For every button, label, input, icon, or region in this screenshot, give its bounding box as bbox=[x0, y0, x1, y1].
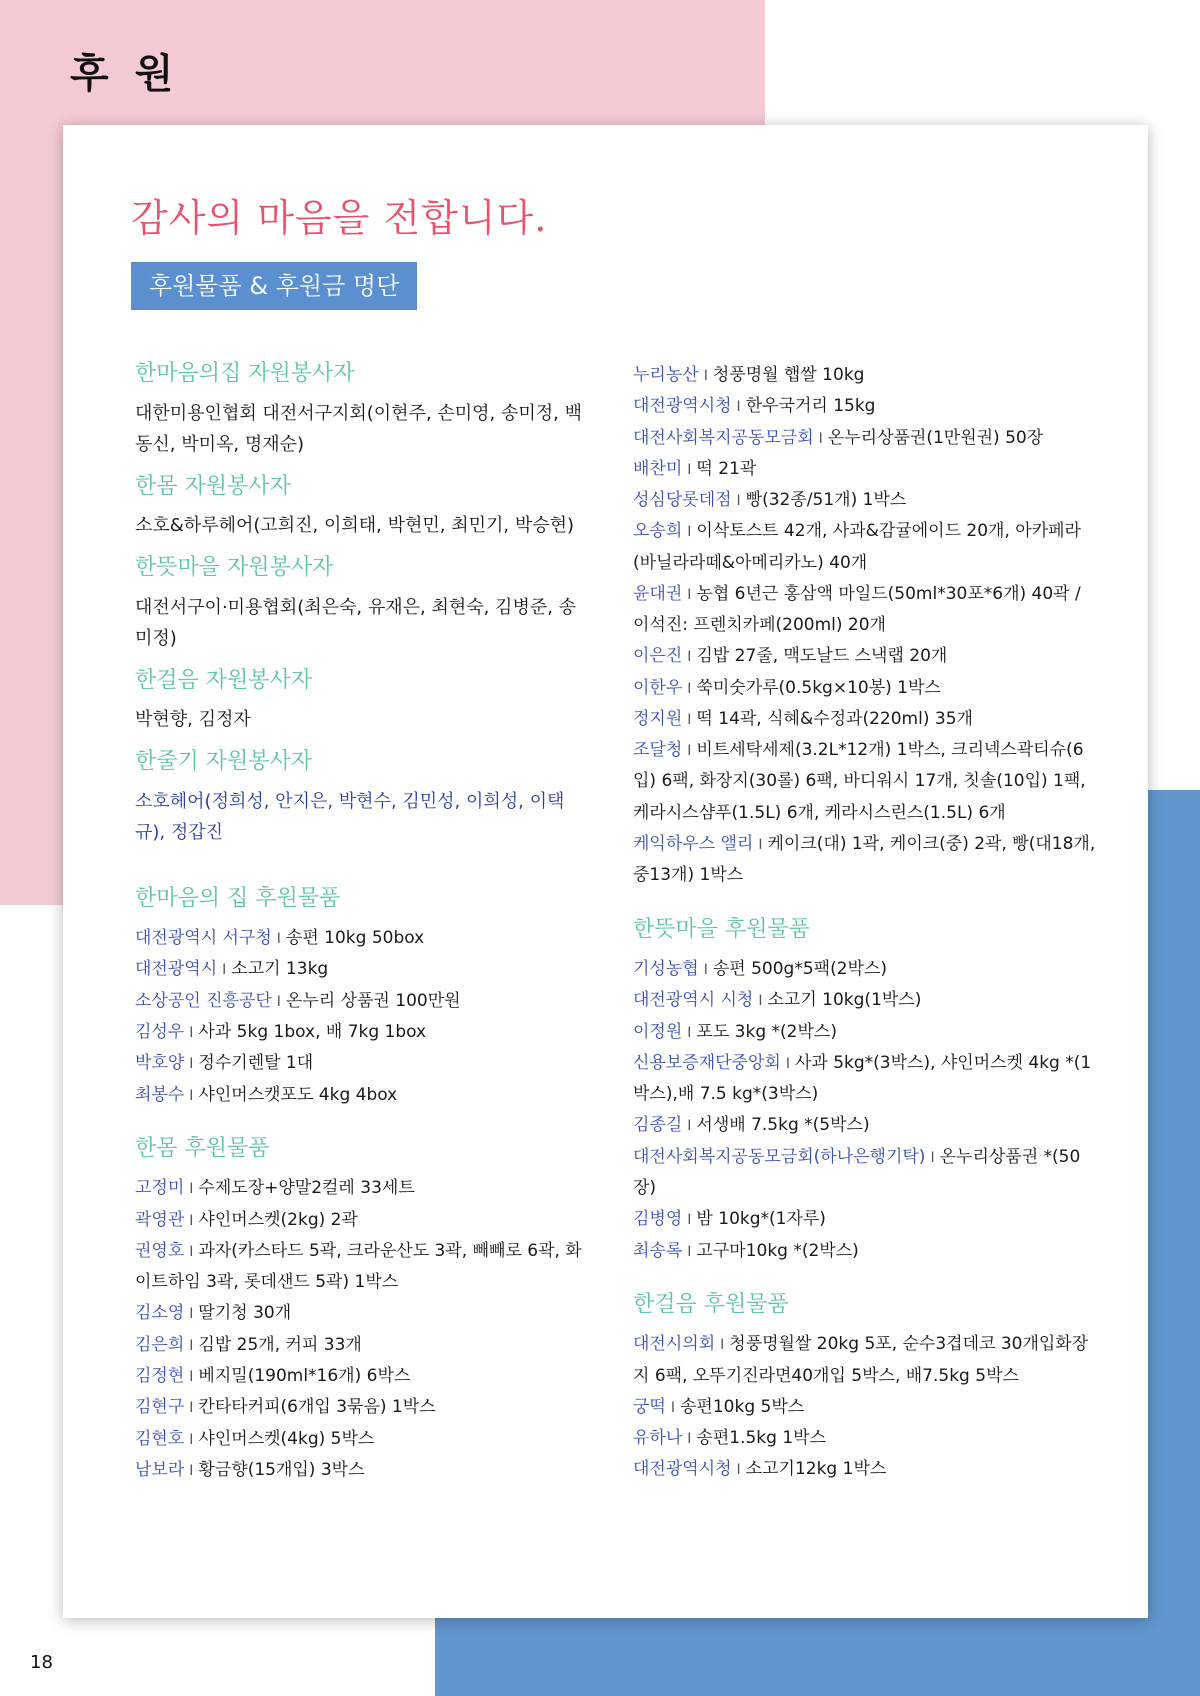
volunteer-group-text: 소호&하루헤어(고희진, 이희태, 박현민, 최민기, 박승현) bbox=[135, 515, 575, 537]
donor-name: 대전시의회 bbox=[633, 1334, 716, 1355]
donation-description: 농협 6년근 홍삼액 마일드(50ml*30포*6개) 40곽 / 이석진: 프렌치카페(200ml) 20개 bbox=[633, 583, 1081, 636]
volunteer-group-text: 대전서구이·미용협회(최은숙, 유재은, 최현숙, 김병준, 송미정) bbox=[135, 596, 577, 649]
separator-bar: I bbox=[930, 1149, 935, 1166]
donation-description: 온누리 상품권 100만원 bbox=[285, 990, 461, 1011]
separator-bar: I bbox=[687, 1024, 692, 1041]
content-card bbox=[63, 125, 1148, 1618]
separator-bar: I bbox=[736, 399, 741, 416]
separator-bar: I bbox=[703, 962, 708, 979]
donation-description: 샤인머스켓(4kg) 5박스 bbox=[198, 1428, 375, 1449]
separator-bar: I bbox=[736, 1462, 741, 1479]
volunteer-group-text: 소호헤어(정희성, 안지은, 박현수, 김민성, 이희성, 이택규), 정갑진 bbox=[135, 790, 565, 843]
donation-description: 빵(32종/51개) 1박스 bbox=[745, 490, 907, 511]
donor-entry bbox=[633, 391, 1098, 422]
separator-bar: I bbox=[189, 1243, 194, 1260]
donation-description: 케이크(대) 1곽, 케이크(중) 2곽, 빵(대18개, 중13개) 1박스 bbox=[633, 833, 1096, 886]
donation-description: 사과 5kg*(3박스), 샤인머스켓 4kg *(1박스),배 7.5 kg*(3박스) bbox=[633, 1052, 1092, 1105]
volunteer-group-text: 박현향, 김정자 bbox=[135, 709, 251, 731]
donation-description: 황금향(15개입) 3박스 bbox=[198, 1459, 365, 1480]
donor-entry bbox=[633, 360, 1098, 391]
volunteer-group-title: 한줄기 자원봉사자 bbox=[135, 749, 313, 775]
separator-bar: I bbox=[189, 1087, 194, 1104]
donor-entry bbox=[135, 1205, 585, 1236]
donor-entry bbox=[135, 923, 585, 954]
separator-bar: I bbox=[189, 1212, 194, 1229]
spacer bbox=[135, 861, 585, 885]
donation-description: 송편 10kg 50box bbox=[285, 928, 425, 949]
separator-bar: I bbox=[189, 1431, 194, 1448]
list-banner: 후원물품 & 후원금 명단 bbox=[131, 262, 417, 310]
donor-name: 이은진 bbox=[633, 646, 683, 667]
donor-entry bbox=[135, 954, 585, 985]
donor-entry bbox=[633, 1392, 1098, 1423]
group-title-handdeut-goods: 한뜻마을 후원물품 bbox=[633, 916, 811, 942]
donor-entry bbox=[633, 423, 1098, 454]
separator-bar: I bbox=[687, 461, 692, 478]
separator-bar: I bbox=[785, 1055, 790, 1072]
donor-entry bbox=[633, 1110, 1098, 1141]
donation-description: 온누리상품권(1만원권) 50장 bbox=[827, 427, 1044, 448]
donor-name: 대전광역시 서구청 bbox=[135, 928, 272, 949]
donor-entry bbox=[633, 1423, 1098, 1454]
donor-name: 유하나 bbox=[633, 1428, 683, 1449]
donor-name: 윤대권 bbox=[633, 583, 683, 604]
donor-name: 정지원 bbox=[633, 708, 683, 729]
separator-bar: I bbox=[222, 962, 227, 979]
headline: 감사의 마음을 전합니다. bbox=[131, 196, 548, 240]
separator-bar: I bbox=[276, 931, 281, 948]
donor-name: 김종길 bbox=[633, 1115, 683, 1136]
donor-name: 곽영관 bbox=[135, 1209, 185, 1230]
donor-name: 오송희 bbox=[633, 521, 683, 542]
donation-description: 정수기렌탈 1대 bbox=[198, 1053, 314, 1074]
donation-description: 김밥 27줄, 맥도날드 스낵랩 20개 bbox=[696, 646, 948, 667]
donor-name: 이정원 bbox=[633, 1021, 683, 1042]
donation-description: 소고기12kg 1박스 bbox=[745, 1459, 887, 1480]
donor-name: 대전광역시청 bbox=[633, 1459, 732, 1480]
donor-entry bbox=[135, 1080, 585, 1111]
donor-entry bbox=[135, 986, 585, 1017]
donation-description: 서생배 7.5kg *(5박스) bbox=[696, 1115, 870, 1136]
donor-name: 대전광역시 bbox=[135, 959, 218, 980]
donor-name: 소상공인 진흥공단 bbox=[135, 990, 272, 1011]
donation-description: 소고기 13kg bbox=[231, 959, 329, 980]
donor-name: 남보라 bbox=[135, 1459, 185, 1480]
donor-entry bbox=[633, 454, 1098, 485]
hanmom-goods-list-continued bbox=[633, 360, 1098, 892]
donation-description: 소고기 10kg(1박스) bbox=[767, 990, 922, 1011]
separator-bar: I bbox=[670, 1399, 675, 1416]
volunteer-group-title: 한몸 자원봉사자 bbox=[135, 473, 291, 499]
donation-description: 이삭토스트 42개, 사과&감귤에이드 20개, 아카페라(바닐라라떼&아메리카노) 40개 bbox=[633, 521, 1081, 573]
donation-description: 송편10kg 5박스 bbox=[680, 1396, 805, 1417]
donor-entry bbox=[633, 735, 1098, 829]
separator-bar: I bbox=[189, 1181, 194, 1198]
donor-entry bbox=[135, 1236, 585, 1299]
donor-name: 고정미 bbox=[135, 1178, 185, 1199]
handdeut-goods-list bbox=[633, 954, 1098, 1267]
donor-name: 케익하우스 앨리 bbox=[633, 833, 754, 854]
donor-entry bbox=[633, 641, 1098, 672]
donor-name: 누리농산 bbox=[633, 365, 699, 385]
donor-entry bbox=[135, 1455, 585, 1486]
donor-name: 신용보증재단중앙회 bbox=[633, 1052, 781, 1073]
separator-bar: I bbox=[687, 743, 692, 760]
volunteer-group-title: 한걸음 자원봉사자 bbox=[135, 667, 313, 693]
spacer bbox=[633, 892, 1098, 916]
donor-entry bbox=[633, 704, 1098, 735]
page-number: 18 bbox=[30, 1652, 53, 1673]
donor-entry bbox=[633, 1204, 1098, 1235]
separator-bar: I bbox=[720, 1337, 725, 1354]
donor-name: 김소영 bbox=[135, 1303, 185, 1324]
donor-entry bbox=[633, 579, 1098, 642]
donor-name: 성심당롯데점 bbox=[633, 490, 732, 511]
section-title: 후 원 bbox=[70, 51, 180, 97]
donor-name: 대전광역시 시청 bbox=[633, 990, 754, 1011]
donor-name: 이한우 bbox=[633, 677, 683, 698]
donor-name: 대전광역시청 bbox=[633, 396, 732, 417]
separator-bar: I bbox=[687, 711, 692, 728]
donor-name: 궁떡 bbox=[633, 1396, 666, 1417]
separator-bar: I bbox=[687, 1243, 692, 1260]
donation-description: 온누리상품권 *(50장) bbox=[633, 1146, 1081, 1198]
donation-description: 과자(카스타드 5곽, 크라운산도 3곽, 빼빼로 6곽, 화이트하임 3곽, 롯데샌드 5곽) 1박스 bbox=[135, 1240, 582, 1293]
donor-name: 김정현 bbox=[135, 1365, 185, 1386]
separator-bar: I bbox=[189, 1306, 194, 1323]
donor-name: 김현구 bbox=[135, 1397, 185, 1418]
donor-entry bbox=[135, 1424, 585, 1455]
hanmaeum-goods-list bbox=[135, 923, 585, 1111]
separator-bar: I bbox=[687, 649, 692, 666]
donor-entry bbox=[135, 1048, 585, 1079]
donor-name: 권영호 bbox=[135, 1240, 185, 1261]
donor-entry bbox=[633, 985, 1098, 1016]
donor-entry bbox=[135, 1330, 585, 1361]
separator-bar: I bbox=[189, 1368, 194, 1385]
donation-description: 한우국거리 15kg bbox=[745, 396, 876, 417]
donor-name: 최송록 bbox=[633, 1240, 683, 1261]
donor-name: 대전사회복지공동모금회(하나은행기탁) bbox=[633, 1146, 926, 1167]
separator-bar: I bbox=[687, 680, 692, 697]
separator-bar: I bbox=[189, 1462, 194, 1479]
donation-description: 김밥 25개, 커피 33개 bbox=[198, 1334, 362, 1355]
separator-bar: I bbox=[189, 1056, 194, 1073]
separator-bar: I bbox=[687, 1118, 692, 1135]
donor-entry bbox=[135, 1361, 585, 1392]
separator-bar: I bbox=[736, 493, 741, 510]
hanmom-goods-list bbox=[135, 1173, 585, 1486]
donation-description: 비트세탁세제(3.2L*12개) 1박스, 크리넥스곽티슈(6입) 6팩, 화장지(30롤) 6팩, 바디워시 17개, 칫솔(10입) 1팩, 케라시스샴푸(1.5L) 6개, 케라시스린스(1.5L) 6개 bbox=[633, 740, 1086, 823]
donor-name: 기성농협 bbox=[633, 959, 699, 980]
donor-entry bbox=[633, 1454, 1098, 1485]
volunteer-group-text: 대한미용인협회 대전서구지회(이현주, 손미영, 송미정, 백동신, 박미옥, 명재순) bbox=[135, 402, 582, 455]
donor-name: 박호양 bbox=[135, 1053, 185, 1074]
donor-name: 김현호 bbox=[135, 1428, 185, 1449]
donor-entry bbox=[135, 1173, 585, 1204]
separator-bar: I bbox=[687, 586, 692, 603]
donor-entry bbox=[633, 485, 1098, 516]
separator-bar: I bbox=[703, 368, 708, 384]
donation-description: 샤인머스켓(2kg) 2곽 bbox=[198, 1209, 358, 1230]
donor-name: 대전사회복지공동모금회 bbox=[633, 427, 814, 448]
donation-description: 떡 21곽 bbox=[696, 458, 757, 479]
donor-entry bbox=[633, 1017, 1098, 1048]
donor-entry bbox=[633, 516, 1098, 579]
donor-name: 최봉수 bbox=[135, 1084, 185, 1105]
donation-description: 사과 5kg 1box, 배 7kg 1box bbox=[198, 1021, 427, 1042]
donor-name: 김성우 bbox=[135, 1021, 185, 1042]
separator-bar: I bbox=[189, 1024, 194, 1041]
spacer bbox=[135, 1111, 585, 1135]
hangeoreum-goods-list bbox=[633, 1329, 1098, 1485]
donor-entry bbox=[633, 1329, 1098, 1392]
volunteer-group-title: 한마음의집 자원봉사자 bbox=[135, 361, 355, 386]
group-title-hanmaeum-goods: 한마음의 집 후원물품 bbox=[135, 885, 341, 911]
donor-name: 김병영 bbox=[633, 1209, 683, 1230]
donation-description: 수제도장+양말2컬레 33세트 bbox=[198, 1178, 415, 1199]
separator-bar: I bbox=[687, 524, 692, 541]
separator-bar: I bbox=[758, 836, 763, 853]
group-title-hangeoreum-goods: 한걸음 후원물품 bbox=[633, 1291, 789, 1317]
donor-entry bbox=[633, 673, 1098, 704]
donation-description: 청풍명월 햅쌀 10kg bbox=[712, 365, 865, 385]
separator-bar: I bbox=[687, 1212, 692, 1229]
donor-entry bbox=[135, 1298, 585, 1329]
left-column bbox=[135, 360, 585, 1486]
separator-bar: I bbox=[687, 1431, 692, 1448]
group-title-hanmom-goods: 한몸 후원물품 bbox=[135, 1135, 270, 1161]
donor-name: 김은희 bbox=[135, 1334, 185, 1355]
separator-bar: I bbox=[189, 1400, 194, 1417]
volunteer-group-title: 한뜻마을 자원봉사자 bbox=[135, 555, 334, 581]
donor-name: 배찬미 bbox=[633, 458, 683, 479]
separator-bar: I bbox=[189, 1337, 194, 1354]
donation-description: 베지밀(190ml*16개) 6박스 bbox=[198, 1365, 411, 1386]
donor-entry bbox=[633, 829, 1098, 892]
donor-entry bbox=[633, 1236, 1098, 1267]
separator-bar: I bbox=[818, 430, 823, 447]
donor-entry bbox=[135, 1392, 585, 1423]
donation-description: 송편1.5kg 1박스 bbox=[696, 1428, 827, 1449]
donation-description: 샤인머스캣포도 4kg 4box bbox=[198, 1084, 398, 1105]
donation-description: 포도 3kg *(2박스) bbox=[696, 1021, 837, 1042]
donor-entry bbox=[633, 954, 1098, 985]
donor-name: 조달청 bbox=[633, 740, 683, 761]
donation-description: 칸타타커피(6개입 3묶음) 1박스 bbox=[198, 1397, 436, 1418]
donor-entry bbox=[135, 1017, 585, 1048]
donation-description: 밤 10kg*(1자루) bbox=[696, 1209, 826, 1230]
donation-description: 송편 500g*5팩(2박스) bbox=[712, 959, 887, 980]
separator-bar: I bbox=[276, 993, 281, 1010]
donor-entry bbox=[633, 1142, 1098, 1205]
donation-description: 고구마10kg *(2박스) bbox=[696, 1240, 859, 1261]
donation-description: 쑥미숫가루(0.5kg×10봉) 1박스 bbox=[696, 677, 941, 698]
donor-entry bbox=[633, 1048, 1098, 1111]
volunteer-groups bbox=[135, 360, 585, 849]
separator-bar: I bbox=[758, 993, 763, 1010]
donation-description: 청풍명월쌀 20kg 5포, 순수3겹데코 30개입화장지 6팩, 오뚜기진라면40개입 5박스, 배7.5kg 5박스 bbox=[633, 1334, 1089, 1386]
right-column bbox=[633, 360, 1098, 1486]
donation-description: 떡 14곽, 식혜&수정과(220ml) 35개 bbox=[696, 708, 973, 729]
spacer bbox=[633, 1267, 1098, 1291]
donation-description: 딸기청 30개 bbox=[198, 1303, 292, 1324]
